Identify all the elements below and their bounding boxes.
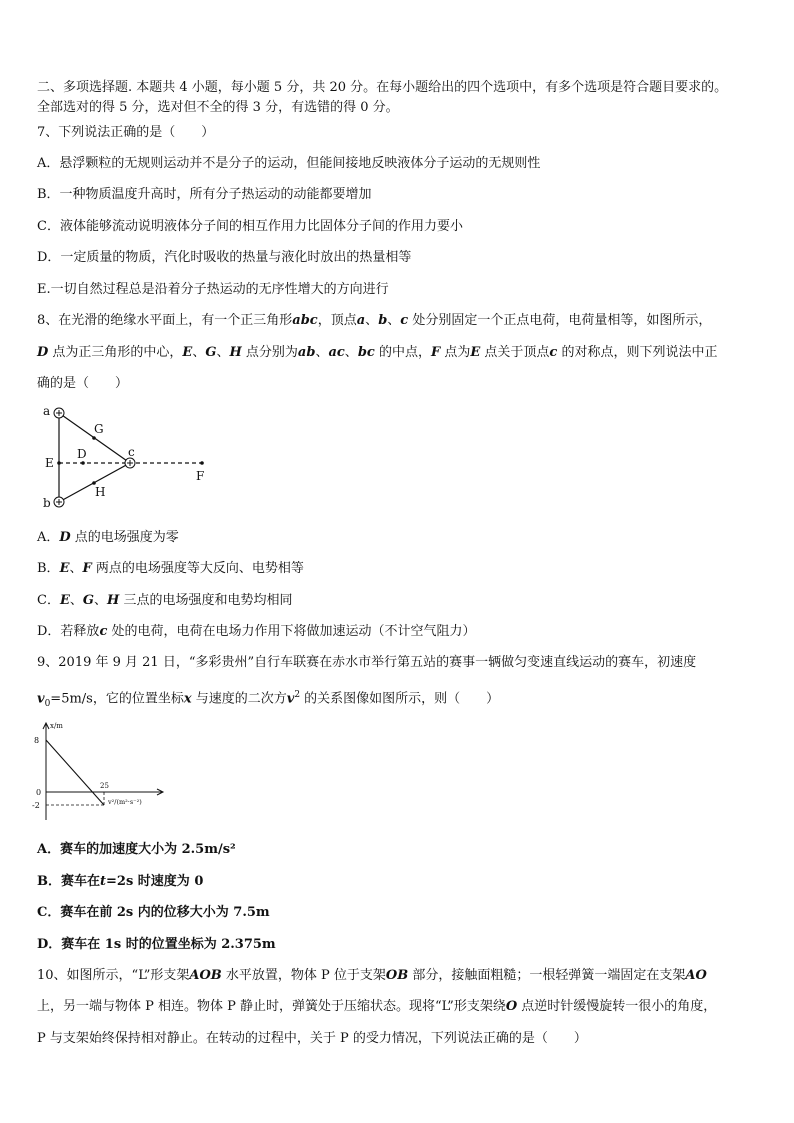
point-e <box>57 461 61 465</box>
section-intro-line1: 二、多项选择题. 本题共 4 小题，每小题 5 分，共 20 分。在每小题给出的四个选项中，有多个选项是符合题目要求的。 <box>37 80 728 95</box>
q9-option-c: C．赛车在前 2s 内的位移大小为 7.5m <box>37 905 270 920</box>
x-axis-label: v²/(m²·s⁻²) <box>108 798 142 806</box>
label-g: G <box>94 422 104 436</box>
label-f: F <box>196 469 205 483</box>
point-d <box>81 461 85 465</box>
q8-option-c: C．E、G、H 三点的电场强度和电势均相同 <box>37 593 293 608</box>
q10-stem-line3: P 与支架始终保持相对静止。在转动的过程中，关于 P 的受力情况，下列说法正确的是（ ） <box>37 1031 587 1046</box>
q8-option-b: B．E、F 两点的电场强度等大反向、电势相等 <box>37 561 304 576</box>
q8-stem-line1: 8、在光滑的绝缘水平面上，有一个正三角形abc，顶点a、b、c 处分别固定一个正点电荷，电荷量相等，如图所示， <box>37 313 712 328</box>
q9-option-a: A．赛车的加速度大小为 2.5m/s² <box>37 842 236 857</box>
q7-option-c: C．液体能够流动说明液体分子间的相互作用力比固体分子间的作用力要小 <box>37 219 463 234</box>
q7-option-e: E.一切自然过程总是沿着分子热运动的无序性增大的方向进行 <box>37 282 389 297</box>
q9-stem-line1: 9、2019 年 9 月 21 日，“多彩贵州”自行车联赛在赤水市举行第五站的赛事一辆做匀变速直线运动的赛车，初速度 <box>37 655 697 670</box>
q7-option-d: D．一定质量的物质，汽化时吸收的热量与液化时放出的热量相等 <box>37 250 412 265</box>
q7-option-b: B．一种物质温度升高时，所有分子热运动的动能都要增加 <box>37 187 372 202</box>
charge-c <box>125 458 135 468</box>
y-axis-label: x/m <box>50 722 63 730</box>
q9-option-d: D．赛车在 1s 时的位置坐标为 2.375m <box>37 937 276 952</box>
q9-option-b: B．赛车在t=2s 时速度为 0 <box>37 874 204 889</box>
y-tick-0: 0 <box>36 788 42 797</box>
label-d: D <box>77 447 87 461</box>
charge-b <box>54 497 64 507</box>
q8-stem-line3: 确的是（ ） <box>37 376 129 391</box>
x-tick-25: 25 <box>100 782 109 790</box>
q9-stem-line2: $v_0=5m/s$，它的位置坐标x 与速度的二次方$v^2$ 的关系图像如图所示，则（ ） <box>37 690 500 709</box>
label-b: b <box>43 496 51 510</box>
point-f <box>200 461 204 465</box>
q8-option-a: A．D 点的电场强度为零 <box>37 530 179 545</box>
q9-xv2-chart <box>30 720 170 825</box>
charge-a <box>54 408 64 418</box>
q7-option-a: A．悬浮颗粒的无规则运动并不是分子的运动，但能间接地反映液体分子运动的无规则性 <box>37 156 541 171</box>
section-intro-line2: 全部选对的得 5 分，选对但不全的得 3 分，有选错的得 0 分。 <box>37 100 399 115</box>
q8-option-d: D．若释放c 处的电荷，电荷在电场力作用下将做加速运动（不计空气阻力） <box>37 624 476 639</box>
label-h: H <box>95 485 106 499</box>
q8-triangle-figure <box>36 400 226 515</box>
q7-stem: 7、下列说法正确的是（ ） <box>37 125 215 140</box>
y-tick-8: 8 <box>34 736 40 745</box>
q10-stem-line2: 上，另一端与物体 P 相连。物体 P 静止时，弹簧处于压缩状态。现将“L”形支架绕O 点逆时针缓慢旋转一很小的角度， <box>37 999 717 1014</box>
series-line <box>46 740 104 805</box>
q10-stem-line1: 10、如图所示，“L”形支架AOB 水平放置，物体 P 位于支架OB 部分，接触面粗糙；一根轻弹簧一端固定在支架AO <box>37 968 707 983</box>
point-g <box>92 436 96 440</box>
q8-stem-line2: D 点为正三角形的中心，E、G、H 点分别为ab、ac、bc 的中点，F 点为E 点关于顶点c 的对称点，则下列说法中正 <box>37 345 718 360</box>
label-e: E <box>45 456 54 470</box>
label-a: a <box>43 404 51 418</box>
label-c: c <box>128 445 135 459</box>
y-tick-neg2: -2 <box>32 801 40 810</box>
